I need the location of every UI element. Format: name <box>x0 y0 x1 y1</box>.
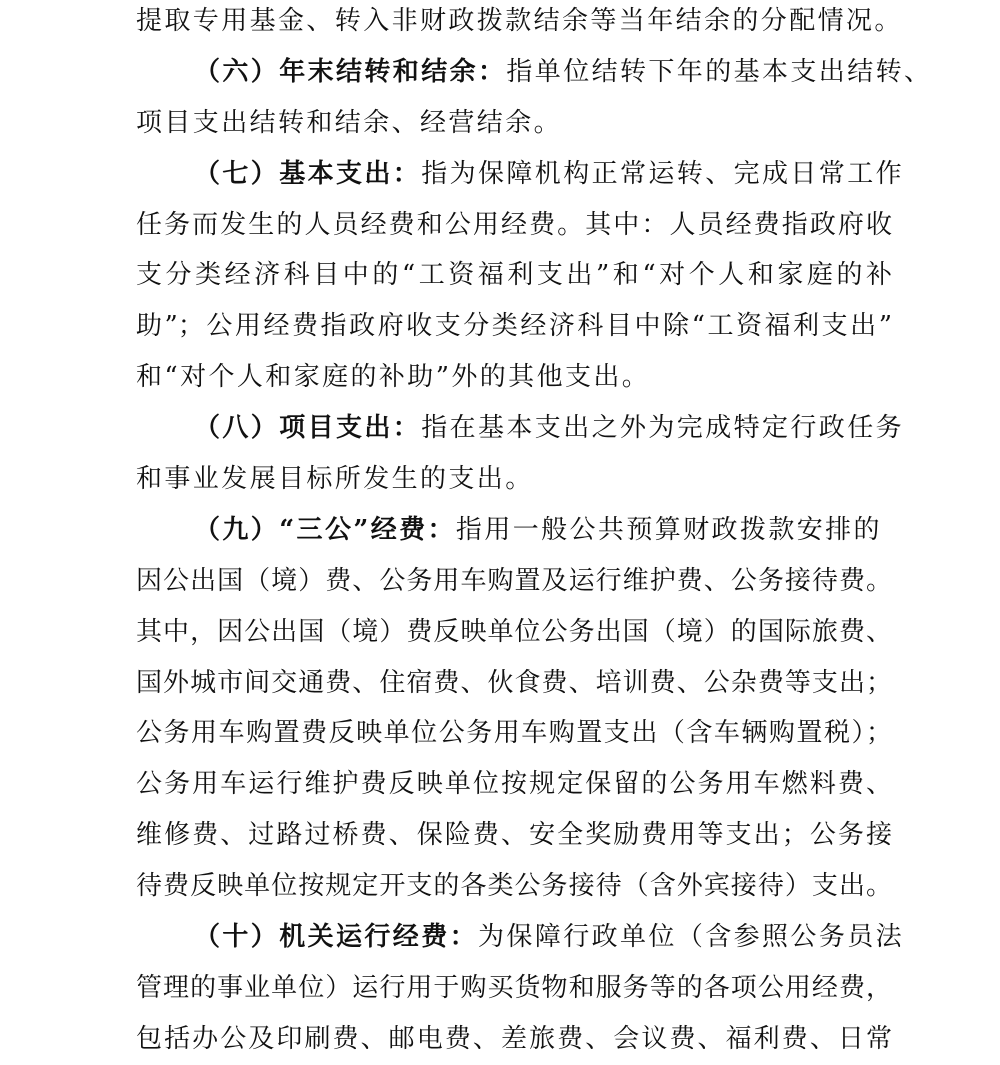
paragraph-text: 国外城市间交通费、住宿费、伙食费、培训费、公杂费等支出； <box>136 667 892 698</box>
paragraph-text: 指为保障机构正常运转、完成日常工作 <box>421 158 905 189</box>
paragraph-line <box>136 1014 892 1065</box>
paragraph-text: 助”；公用经费指政府收支分类经济科目中除“工资福利支出” <box>136 311 892 342</box>
paragraph-text: 公务用车购置费反映单位公务用车购置支出（含车辆购置税）； <box>136 718 892 749</box>
section-line <box>136 912 905 963</box>
section-line <box>136 403 905 454</box>
paragraph-line <box>136 963 892 1014</box>
paragraph-text: 和“对个人和家庭的补助”外的其他支出。 <box>136 362 651 393</box>
section-heading: （七）基本支出： <box>194 158 422 189</box>
paragraph-text: 其中，因公出国（境）费反映单位公务出国（境）的国际旅费、 <box>136 616 892 647</box>
paragraph-text: 项目支出结转和结余、经营结余。 <box>136 107 563 138</box>
paragraph-text: 因公出国（境）费、公务用车购置及运行维护费、公务接待费。 <box>136 565 892 596</box>
paragraph-text: 和事业发展目标所发生的支出。 <box>136 464 534 495</box>
section-heading: （六）年末结转和结余： <box>194 56 507 87</box>
paragraph-text: 指在基本支出之外为完成特定行政任务 <box>421 413 905 444</box>
paragraph-line <box>136 352 892 403</box>
paragraph-line <box>136 454 892 505</box>
paragraph-text: 包括办公及印刷费、邮电费、差旅费、会议费、福利费、日常 <box>136 1023 892 1054</box>
paragraph-line <box>136 301 892 352</box>
paragraph-text: 支分类经济科目中的“工资福利支出”和“对个人和家庭的补 <box>136 260 892 291</box>
paragraph-line <box>136 759 892 810</box>
paragraph-line <box>136 658 892 709</box>
paragraph-text: 提取专用基金、转入非财政拨款结余等当年结余的分配情况。 <box>136 6 903 36</box>
paragraph-line <box>136 607 892 658</box>
section-line <box>136 47 933 98</box>
paragraph-text: 指单位结转下年的基本支出结转、 <box>506 56 933 87</box>
section-heading: （九）“三公”经费： <box>194 514 456 545</box>
paragraph-line <box>136 0 903 47</box>
paragraph-line <box>136 810 892 861</box>
paragraph-line <box>136 250 892 301</box>
paragraph-text: 为保障行政单位（含参照公务员法 <box>478 922 905 953</box>
paragraph-line <box>136 861 892 912</box>
paragraph-line <box>136 98 892 149</box>
paragraph-text: 公务用车运行维护费反映单位按规定保留的公务用车燃料费、 <box>136 769 892 800</box>
paragraph-line <box>136 708 892 759</box>
section-line <box>136 505 892 556</box>
paragraph-text: 指用一般公共预算财政拨款安排的 <box>455 514 882 545</box>
section-heading: （十）机关运行经费： <box>194 922 479 953</box>
document-page <box>136 0 933 1065</box>
paragraph-text: 待费反映单位按规定开支的各类公务接待（含外宾接待）支出。 <box>136 871 892 902</box>
paragraph-text: 维修费、过路过桥费、保险费、安全奖励费用等支出；公务接 <box>136 820 892 851</box>
paragraph-text: 任务而发生的人员经费和公用经费。其中：人员经费指政府收 <box>136 209 892 240</box>
paragraph-line <box>136 556 892 607</box>
section-heading: （八）项目支出： <box>194 413 422 444</box>
section-line <box>136 149 905 200</box>
paragraph-line <box>136 200 892 251</box>
paragraph-text: 管理的事业单位）运行用于购买货物和服务等的各项公用经费， <box>136 972 892 1003</box>
